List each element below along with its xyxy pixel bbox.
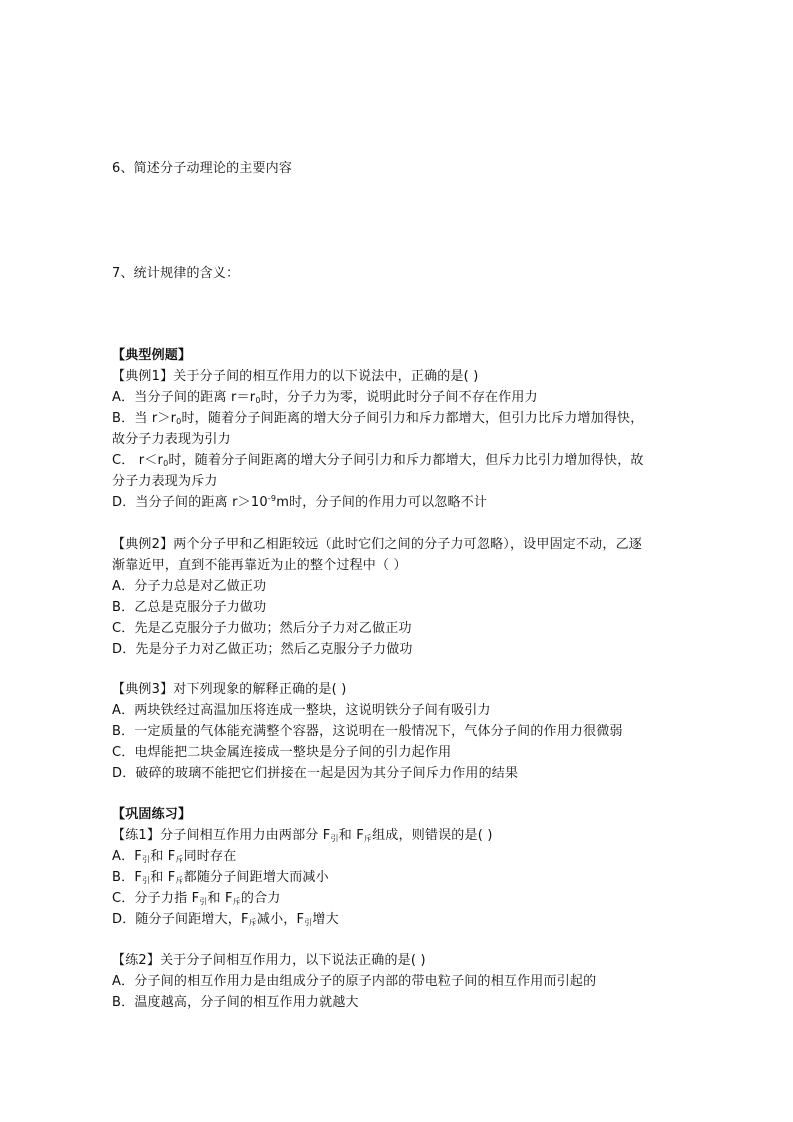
practice-2-option-a: A．分子间的相互作用力是由组成分子的原子内部的带电粒子间的相互作用而引起的 xyxy=(112,974,597,989)
practice-1-option-d: D．随分子间距增大，$F_斥$减小，$F_引$增大 xyxy=(112,912,339,927)
practice-1-option-b: B．$F_引$和 $F_斥$都随分子间距增大而减小 xyxy=(112,870,329,885)
question-7: 7、统计规律的含义： xyxy=(112,266,240,281)
example-1-option-a: A．当分子间的距离 $r=r_0$时，分子力为零，说明此时分子间不存在作用力 xyxy=(112,390,538,405)
example-1-option-b-cont: 故分子力表现为引力 xyxy=(112,432,231,447)
practice-1-option-a: A．$F_引$和 $F_斥$同时存在 xyxy=(112,849,237,864)
practice-2-option-b: B．温度越高，分子间的相互作用力就越大 xyxy=(112,995,359,1010)
example-2-option-a: A．分子力总是对乙做正功 xyxy=(112,579,267,594)
practice-2-stem: 【练2】关于分子间相互作用力，以下说法正确的是( ) xyxy=(112,953,426,968)
example-2-option-c: C．先是乙克服分子力做功；然后分子力对乙做正功 xyxy=(112,621,412,636)
example-1-option-d: D．当分子间的距离 $r>10^{-9}m$时，分子间的作用力可以忽略不计 xyxy=(112,494,488,510)
section-heading-practice: 【巩固练习】 xyxy=(112,807,192,822)
question-6: 6、简述分子动理论的主要内容 xyxy=(112,161,293,176)
section-heading-examples: 【典型例题】 xyxy=(112,348,192,363)
practice-1-option-c: C．分子力指 $F_引$和 $F_斥$的合力 xyxy=(112,891,281,906)
example-2-option-d: D．先是分子力对乙做正功；然后乙克服分子力做功 xyxy=(112,642,413,657)
example-2-stem-cont: 渐靠近甲，直到不能再靠近为止的整个过程中（ ） xyxy=(112,558,407,573)
example-3-option-b: B．一定质量的气体能充满整个容器，这说明在一般情况下，气体分子间的作用力很微弱 xyxy=(112,724,623,739)
example-1-option-c: C． $r<r_0$时，随着分子间距离的增大分子间引力和斥力都增大，但斥力比引力增加得快，故 xyxy=(112,453,644,468)
example-1-option-c-cont: 分子力表现为斥力 xyxy=(112,474,218,489)
example-1-stem: 【典例1】关于分子间的相互作用力的以下说法中，正确的是( ) xyxy=(112,369,479,384)
practice-1-stem: 【练1】分子间相互作用力由两部分 $F_引$和 $F_斥$组成，则错误的是( ) xyxy=(112,828,493,843)
example-3-option-a: A．两块铁经过高温加压将连成一整块，这说明铁分子间有吸引力 xyxy=(112,703,491,718)
example-3-option-d: D．破碎的玻璃不能把它们拼接在一起是因为其分子间斥力作用的结果 xyxy=(112,766,519,781)
example-1-option-b: B．当 $r>r_0$时，随着分子间距离的增大分子间引力和斥力都增大，但引力比斥力增加得快， xyxy=(112,411,644,426)
example-3-stem: 【典例3】对下列现象的解释正确的是( ) xyxy=(112,682,347,697)
example-2-option-b: B．乙总是克服分子力做功 xyxy=(112,600,267,615)
example-2-stem: 【典例2】两个分子甲和乙相距较远（此时它们之间的分子力可忽略），设甲固定不动，乙逐 xyxy=(112,537,642,552)
example-3-option-c: C．电焊能把二块金属连接成一整块是分子间的引力起作用 xyxy=(112,745,452,760)
